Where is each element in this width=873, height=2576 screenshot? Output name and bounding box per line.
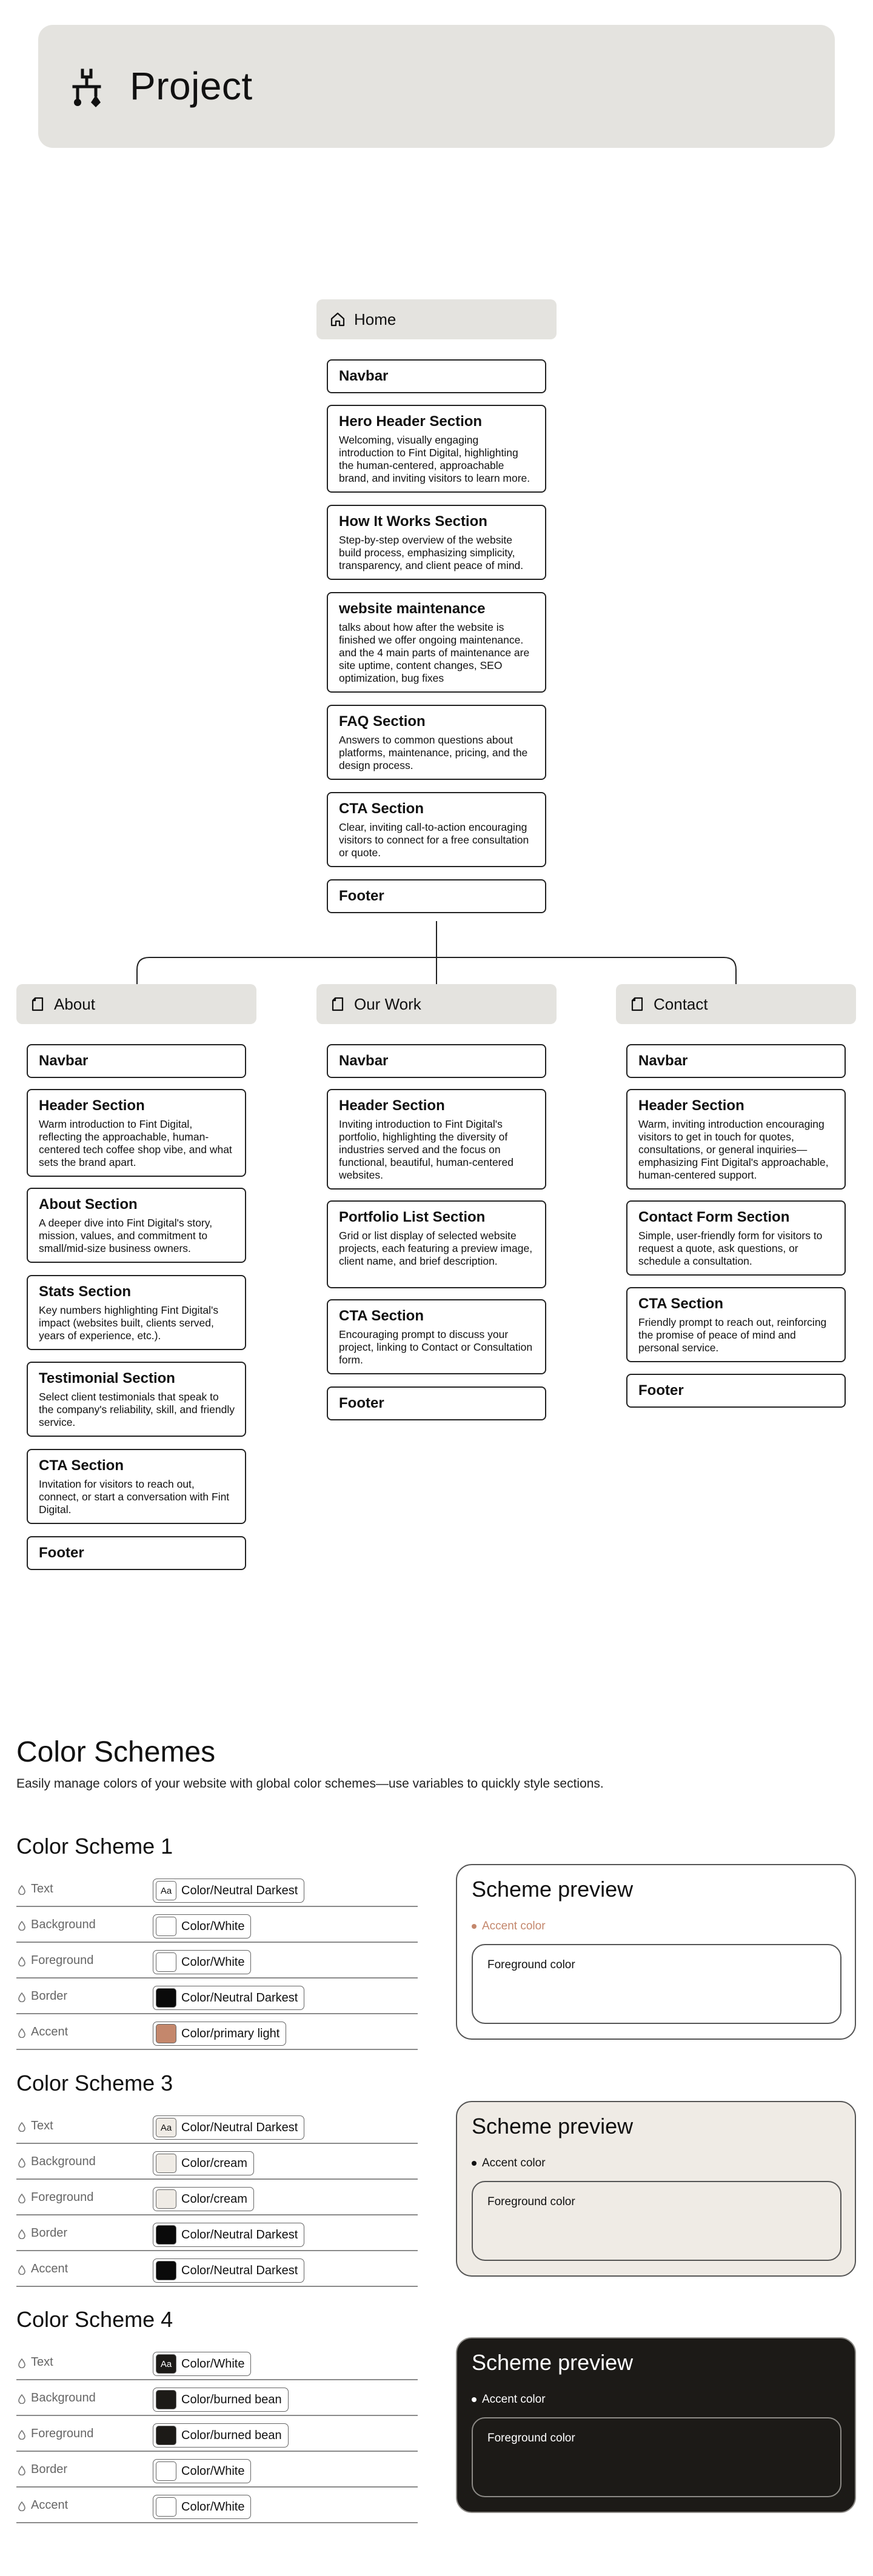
color-variable-chip[interactable]: [153, 2115, 304, 2140]
row-label: Accent: [31, 2025, 69, 2039]
section-card[interactable]: [327, 405, 546, 493]
color-drop-icon: [18, 2229, 26, 2239]
section-card[interactable]: [327, 359, 546, 393]
section-desc: Key numbers highlighting Fint Digital's impact (websites built, clients served, years of experience, etc.).: [39, 1304, 219, 1342]
section-card[interactable]: [626, 1287, 846, 1362]
section-title: Navbar: [638, 1053, 688, 1069]
scheme-preview: [456, 2337, 856, 2513]
color-swatch: [156, 2390, 176, 2409]
scheme-row-background[interactable]: [16, 1908, 418, 1943]
section-desc: Grid or list display of selected website projects, each featuring a preview image, client name, and brief description.: [339, 1230, 533, 1267]
color-drop-icon: [18, 2430, 26, 2440]
page-title: Contact: [654, 994, 708, 1013]
scheme-row-text[interactable]: [16, 1872, 418, 1907]
color-drop-icon: [18, 2194, 26, 2203]
section-desc: Step-by-step overview of the website build process, emphasizing simplicity, transparency, and client peace of mind.: [339, 534, 524, 571]
scheme-row-background[interactable]: [16, 2145, 418, 2180]
section-desc: Clear, inviting call-to-action encouraging visitors to connect for a free consultation or quote.: [339, 821, 529, 859]
section-desc: Answers to common questions about platforms, maintenance, pricing, and the design process.: [339, 734, 528, 771]
color-swatch: [156, 2461, 176, 2481]
color-variable-name: Color/burned bean: [181, 2392, 282, 2406]
preview-accent: [472, 2393, 546, 2406]
color-variable-name: Color/primary light: [181, 2026, 280, 2040]
page-icon: [30, 996, 45, 1012]
section-card[interactable]: [27, 1449, 246, 1524]
section-card[interactable]: [626, 1200, 846, 1276]
scheme-row-text[interactable]: [16, 2109, 418, 2144]
color-swatch: Aa: [156, 2354, 176, 2374]
color-variable-name: Color/cream: [181, 2156, 247, 2170]
accent-label: Accent color: [482, 2393, 546, 2406]
project-title: Project: [130, 64, 253, 108]
row-label: Border: [31, 2463, 68, 2476]
section-card[interactable]: [327, 1089, 546, 1190]
color-swatch: [156, 2154, 176, 2173]
section-title: Header Section: [339, 1097, 445, 1114]
color-variable-chip[interactable]: [153, 2258, 304, 2283]
section-desc: Inviting introduction to Fint Digital's portfolio, highlighting the diversity of industries served and the focus on functional, beautiful, human-centered websites.: [339, 1118, 513, 1181]
section-card[interactable]: [327, 1200, 546, 1288]
scheme-row-accent[interactable]: [16, 2015, 418, 2050]
section-title: Navbar: [39, 1053, 89, 1069]
section-desc: Warm, inviting introduction encouraging visitors to get in touch for quotes, consultations, or general inquiries—emphasizing Fint Digital's approachable, human-centered support.: [638, 1118, 829, 1181]
section-card[interactable]: [327, 705, 546, 780]
accent-label: Accent color: [482, 1920, 546, 1932]
section-card[interactable]: [327, 792, 546, 867]
section-desc: Simple, user-friendly form for visitors to request a quote, ask questions, or schedule a consultation.: [638, 1230, 823, 1267]
section-title: Navbar: [339, 1053, 389, 1069]
row-label: Border: [31, 1989, 68, 2003]
section-card[interactable]: [27, 1536, 246, 1570]
section-title: Header Section: [638, 1097, 744, 1114]
preview-foreground: Foreground color: [472, 1944, 841, 2024]
color-drop-icon: [18, 2394, 26, 2404]
scheme-preview: [456, 2101, 856, 2277]
color-variable-chip[interactable]: [153, 2187, 254, 2211]
row-label: Accent: [31, 2262, 69, 2275]
section-title: Hero Header Section: [339, 413, 483, 430]
scheme-row-border[interactable]: [16, 2452, 418, 2488]
row-label: Text: [31, 1882, 53, 1895]
scheme-row-accent[interactable]: [16, 2488, 418, 2523]
section-title: Contact Form Section: [638, 1209, 790, 1225]
row-label: Foreground: [31, 2427, 94, 2440]
section-title: FAQ Section: [339, 713, 426, 730]
row-label: Text: [31, 2355, 53, 2369]
accent-dot: [472, 2397, 477, 2402]
section-card[interactable]: [626, 1374, 846, 1408]
section-title: Header Section: [39, 1097, 145, 1114]
section-card[interactable]: [626, 1044, 846, 1078]
page-title: Our Work: [354, 994, 421, 1013]
section-desc: A deeper dive into Fint Digital's story, mission, values, and commitment to small/mid-size business owners.: [39, 1217, 213, 1254]
page-icon: [330, 996, 346, 1012]
color-swatch: [156, 1988, 176, 2008]
section-title: Footer: [339, 888, 384, 904]
color-variable-name: Color/Neutral Darkest: [181, 1883, 298, 1897]
row-label: Accent: [31, 2498, 69, 2512]
color-variable-chip[interactable]: [153, 2459, 251, 2483]
home-icon: [330, 311, 346, 327]
color-variable-chip[interactable]: [153, 2423, 289, 2448]
color-schemes-subtitle: Easily manage colors of your website with global color schemes—use variables to quickly style sections.: [16, 1777, 604, 1791]
row-label: Foreground: [31, 1954, 94, 1967]
color-swatch: [156, 2189, 176, 2209]
row-label: Foreground: [31, 2191, 94, 2204]
color-variable-name: Color/Neutral Darkest: [181, 2263, 298, 2277]
color-swatch: [156, 2225, 176, 2245]
section-title: About Section: [39, 1196, 138, 1213]
color-variable-chip[interactable]: [153, 1879, 304, 1903]
section-card[interactable]: [27, 1089, 246, 1177]
color-variable-chip[interactable]: [153, 1986, 304, 2010]
section-desc: Welcoming, visually engaging introduction to Fint Digital, highlighting the human-centered, approachable brand, and inviting visitors to learn more.: [339, 434, 530, 484]
scheme-title: Color Scheme 4: [16, 2307, 173, 2332]
color-variable-name: Color/White: [181, 2357, 245, 2371]
scheme-row-border[interactable]: [16, 2216, 418, 2251]
color-variable-chip[interactable]: [153, 2495, 251, 2519]
scheme-row-foreground[interactable]: [16, 2180, 418, 2215]
section-card[interactable]: [27, 1188, 246, 1263]
color-drop-icon: [18, 2501, 26, 2511]
scheme-row-border[interactable]: [16, 1979, 418, 2014]
sitemap-icon: [70, 68, 104, 107]
section-title: Footer: [339, 1395, 384, 1411]
color-swatch: Aa: [156, 1881, 176, 1900]
color-swatch: [156, 1952, 176, 1972]
section-title: Testimonial Section: [39, 1370, 175, 1386]
color-swatch: Aa: [156, 2118, 176, 2137]
scheme-row-foreground[interactable]: [16, 1943, 418, 1979]
color-variable-name: Color/White: [181, 2500, 245, 2514]
section-card[interactable]: [327, 879, 546, 913]
color-variable-chip[interactable]: [153, 1950, 251, 1974]
section-desc: talks about how after the website is finished we offer ongoing maintenance. and the 4 main parts of maintenance are site uptime, content changes, SEO optimization, bug fixes: [339, 621, 530, 684]
section-desc: Friendly prompt to reach out, reinforcing the promise of peace of mind and personal service.: [638, 1316, 827, 1354]
color-drop-icon: [18, 1992, 26, 2002]
color-drop-icon: [18, 2158, 26, 2168]
section-title: Footer: [39, 1545, 84, 1561]
color-swatch: [156, 2261, 176, 2280]
row-label: Border: [31, 2226, 68, 2240]
color-drop-icon: [18, 2265, 26, 2275]
section-title: How It Works Section: [339, 513, 487, 530]
color-drop-icon: [18, 1957, 26, 1966]
scheme-preview: [456, 1864, 856, 2040]
color-swatch: [156, 2426, 176, 2445]
accent-label: Accent color: [482, 2157, 546, 2169]
preview-title: Scheme preview: [472, 2114, 634, 2138]
preview-accent: [472, 2157, 546, 2170]
page-home[interactable]: [316, 299, 557, 339]
color-variable-chip[interactable]: [153, 1914, 251, 1939]
section-desc: Invitation for visitors to reach out, connect, or start a conversation with Fint Digital.: [39, 1478, 230, 1516]
row-label: Background: [31, 2155, 96, 2168]
page-about[interactable]: [16, 984, 256, 1024]
color-variable-name: Color/Neutral Darkest: [181, 2120, 298, 2134]
row-label: Text: [31, 2119, 53, 2132]
section-title: Footer: [638, 1382, 684, 1399]
color-variable-name: Color/White: [181, 1919, 245, 1933]
color-drop-icon: [18, 2122, 26, 2132]
preview-foreground: Foreground color: [472, 2181, 841, 2261]
preview-title: Scheme preview: [472, 2350, 634, 2375]
section-desc: Encouraging prompt to discuss your project, linking to Contact or Consultation form.: [339, 1328, 533, 1366]
color-variable-name: Color/burned bean: [181, 2428, 282, 2442]
color-drop-icon: [18, 1885, 26, 1895]
color-variable-chip[interactable]: [153, 2022, 286, 2046]
color-drop-icon: [18, 2028, 26, 2038]
section-card[interactable]: [27, 1275, 246, 1350]
section-desc: Select client testimonials that speak to the company's reliability, skill, and friendly service.: [39, 1391, 235, 1428]
section-title: CTA Section: [638, 1296, 724, 1312]
color-variable-chip[interactable]: [153, 2388, 289, 2412]
accent-dot: [472, 2161, 477, 2166]
section-title: Stats Section: [39, 1283, 132, 1300]
section-title: CTA Section: [339, 1308, 424, 1324]
section-card[interactable]: [327, 1044, 546, 1078]
color-drop-icon: [18, 2358, 26, 2368]
color-variable-name: Color/White: [181, 1955, 245, 1969]
color-swatch: [156, 2497, 176, 2517]
color-variable-chip[interactable]: [153, 2352, 251, 2376]
page-our-work[interactable]: [316, 984, 557, 1024]
preview-title: Scheme preview: [472, 1877, 634, 1902]
row-label: Background: [31, 1918, 96, 1931]
color-variable-name: Color/White: [181, 2464, 245, 2478]
section-title: Portfolio List Section: [339, 1209, 486, 1225]
color-variable-chip[interactable]: [153, 2151, 254, 2175]
scheme-title: Color Scheme 1: [16, 1834, 173, 1859]
scheme-title: Color Scheme 3: [16, 2071, 173, 2095]
page-title: About: [54, 994, 95, 1013]
accent-dot: [472, 1924, 477, 1929]
scheme-row-text[interactable]: [16, 2345, 418, 2380]
preview-foreground: Foreground color: [472, 2417, 841, 2497]
page-title: Home: [354, 310, 396, 328]
sitemap-connectors: [0, 921, 873, 994]
row-label: Background: [31, 2391, 96, 2405]
color-swatch: [156, 2024, 176, 2043]
color-variable-chip[interactable]: [153, 2223, 304, 2247]
color-drop-icon: [18, 1921, 26, 1931]
color-variable-name: Color/Neutral Darkest: [181, 2228, 298, 2242]
page-icon: [629, 996, 645, 1012]
section-card[interactable]: [327, 592, 546, 693]
section-title: CTA Section: [39, 1457, 124, 1474]
section-card[interactable]: [27, 1044, 246, 1078]
section-card[interactable]: [327, 505, 546, 580]
scheme-row-background[interactable]: [16, 2381, 418, 2416]
section-card[interactable]: [327, 1299, 546, 1374]
section-card[interactable]: [626, 1089, 846, 1190]
page-contact[interactable]: [616, 984, 856, 1024]
preview-accent: [472, 1920, 546, 1933]
section-title: CTA Section: [339, 800, 424, 817]
scheme-row-foreground[interactable]: [16, 2417, 418, 2452]
color-variable-name: Color/cream: [181, 2192, 247, 2206]
section-card[interactable]: [327, 1386, 546, 1420]
section-title: Navbar: [339, 368, 389, 384]
color-schemes-title: Color Schemes: [16, 1736, 216, 1768]
section-title: website maintenance: [339, 601, 486, 617]
color-swatch: [156, 1917, 176, 1936]
color-drop-icon: [18, 2466, 26, 2475]
section-desc: Warm introduction to Fint Digital, reflecting the approachable, human-centered tech coffee shop vibe, and what sets the brand apart.: [39, 1118, 232, 1168]
color-variable-name: Color/Neutral Darkest: [181, 1991, 298, 2005]
section-card[interactable]: [27, 1362, 246, 1437]
scheme-row-accent[interactable]: [16, 2252, 418, 2287]
